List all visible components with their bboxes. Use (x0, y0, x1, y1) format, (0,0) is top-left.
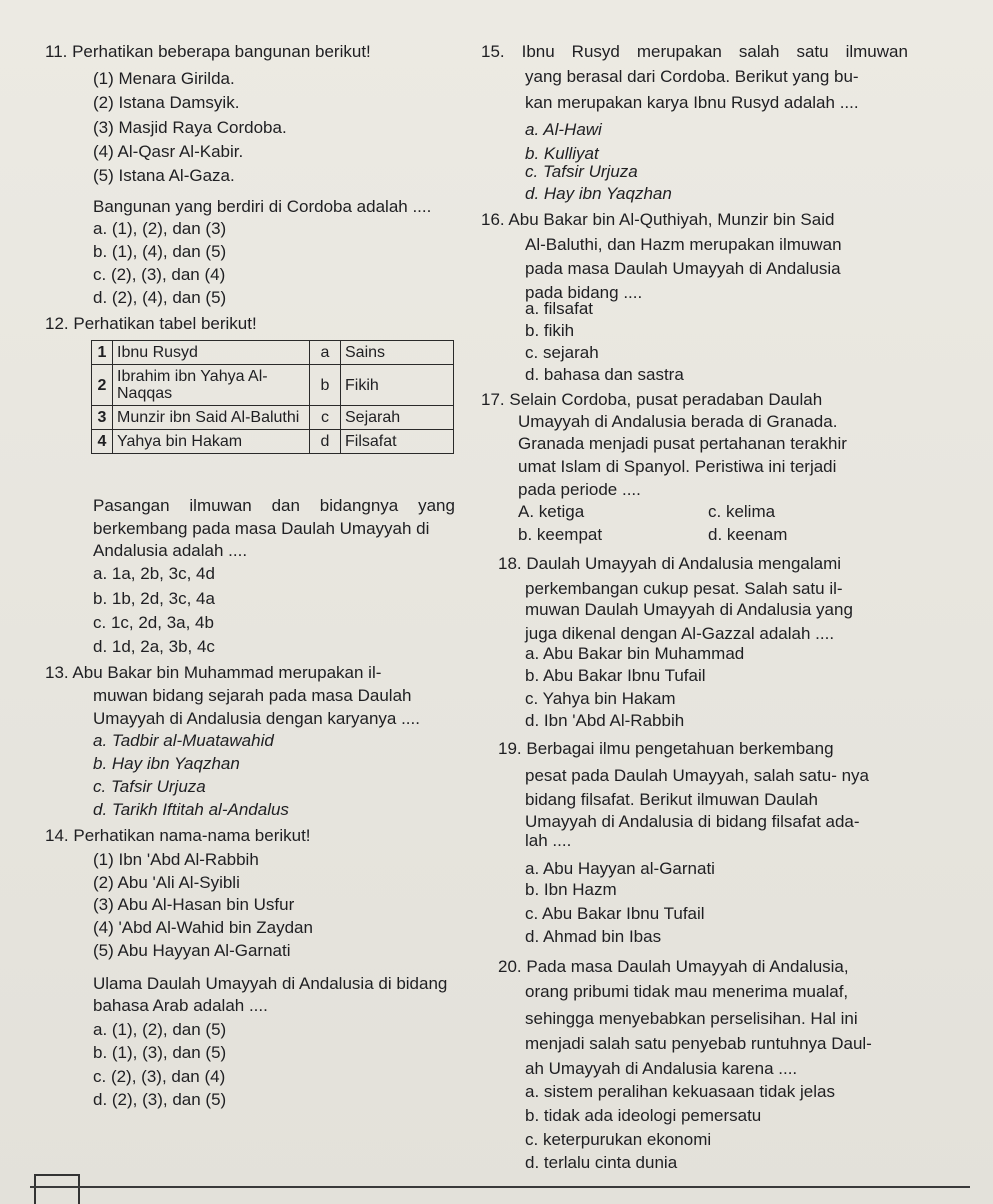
q17-question-line: pada periode .... (518, 480, 641, 499)
q13-option[interactable]: a. Tadbir al-Muatawahid (93, 731, 274, 750)
q19-option[interactable]: d. Ahmad bin Ibas (525, 927, 662, 946)
q14-item: (5) Abu Hayyan Al-Garnati (93, 941, 291, 960)
table-cell-field: Sains (341, 341, 454, 365)
q13-question-line: muwan bidang sejarah pada masa Daulah (93, 686, 412, 705)
q13-option[interactable]: b. Hay ibn Yaqzhan (93, 754, 240, 773)
table-cell-scholar: Ibrahim ibn Yahya Al-Naqqas (113, 365, 310, 406)
q13-question-line: 13. Abu Bakar bin Muhammad merupakan il- (45, 663, 382, 682)
table-cell-scholar: Munzir ibn Said Al-Baluthi (113, 406, 310, 430)
q20-question-line: sehingga menyebabkan perselisihan. Hal ini (525, 1009, 858, 1028)
q17-question-line: Granada menjadi pusat pertahanan terakhir (518, 434, 847, 453)
q11-item: (2) Istana Damsyik. (93, 93, 240, 112)
q11-item: (4) Al-Qasr Al-Kabir. (93, 142, 244, 161)
q11-stem: 11. Perhatikan beberapa bangunan berikut! (45, 42, 371, 61)
q16-option[interactable]: b. fikih (525, 321, 575, 340)
q18-question-line: 18. Daulah Umayyah di Andalusia mengalami (498, 554, 842, 573)
table-cell-field: Sejarah (341, 406, 454, 430)
q15-question-line: yang berasal dari Cordoba. Berikut yang bu- (525, 67, 859, 86)
q17-question-line: 17. Selain Cordoba, pusat peradaban Daulah (481, 390, 823, 409)
q13-question-line: Umayyah di Andalusia dengan karyanya .... (93, 709, 420, 728)
q20-option[interactable]: b. tidak ada ideologi pemersatu (525, 1106, 762, 1125)
q16-option[interactable]: d. bahasa dan sastra (525, 365, 684, 384)
q14-option[interactable]: b. (1), (3), dan (5) (93, 1043, 227, 1062)
table-cell-letter: b (310, 365, 341, 406)
q19-question-line: lah .... (525, 831, 572, 850)
q20-option[interactable]: a. sistem peralihan kekuasaan tidak jelas (525, 1082, 835, 1101)
q16-question-line: pada masa Daulah Umayyah di Andalusia (525, 259, 841, 278)
q12-stem: 12. Perhatikan tabel berikut! (45, 314, 257, 333)
q17-question-line: umat Islam di Spanyol. Peristiwa ini terjadi (518, 457, 837, 476)
q20-option[interactable]: d. terlalu cinta dunia (525, 1153, 678, 1172)
table-cell-field: Fikih (341, 365, 454, 406)
q18-question-line: perkembangan cukup pesat. Salah satu il- (525, 579, 843, 598)
q12-option[interactable]: d. 1d, 2a, 3b, 4c (93, 637, 215, 656)
q11-option[interactable]: c. (2), (3), dan (4) (93, 265, 226, 284)
q13-option[interactable]: c. Tafsir Urjuza (93, 777, 206, 796)
q14-stem: 14. Perhatikan nama-nama berikut! (45, 826, 311, 845)
q14-question-line: Ulama Daulah Umayyah di Andalusia di bidang (93, 974, 448, 993)
q19-option[interactable]: b. Ibn Hazm (525, 880, 617, 899)
q12-question-line: berkembang pada masa Daulah Umayyah di (93, 519, 430, 538)
table-cell-letter: a (310, 341, 341, 365)
q12-table (91, 340, 454, 454)
table-cell-number: 3 (92, 406, 113, 430)
table-cell-letter: c (310, 406, 341, 430)
q12-option[interactable]: b. 1b, 2d, 3c, 4a (93, 589, 215, 608)
q19-question-line: Umayyah di Andalusia di bidang filsafat ada- (525, 812, 860, 831)
q12-option[interactable]: a. 1a, 2b, 3c, 4d (93, 564, 215, 583)
q19-question-line: bidang filsafat. Berikut ilmuwan Daulah (525, 790, 818, 809)
q13-option[interactable]: d. Tarikh Iftitah al-Andalus (93, 800, 289, 819)
q11-option[interactable]: a. (1), (2), dan (3) (93, 219, 227, 238)
q20-question-line: ah Umayyah di Andalusia karena .... (525, 1059, 798, 1078)
q11-item: (3) Masjid Raya Cordoba. (93, 118, 287, 137)
q11-option[interactable]: d. (2), (4), dan (5) (93, 288, 227, 307)
q11-item: (5) Istana Al-Gaza. (93, 166, 235, 185)
q15-question-line: kan merupakan karya Ibnu Rusyd adalah .... (525, 93, 859, 112)
q17-option[interactable]: b. keempat (518, 525, 603, 544)
q11-item: (1) Menara Girilda. (93, 69, 235, 88)
q15-option[interactable]: c. Tafsir Urjuza (525, 162, 638, 181)
q20-question-line: 20. Pada masa Daulah Umayyah di Andalusia, (498, 957, 849, 976)
q14-item: (3) Abu Al-Hasan bin Usfur (93, 895, 295, 914)
q17-option[interactable]: d. keenam (708, 525, 788, 544)
q19-option[interactable]: c. Abu Bakar Ibnu Tufail (525, 904, 705, 923)
q18-option[interactable]: d. Ibn 'Abd Al-Rabbih (525, 711, 685, 730)
q18-question-line: muwan Daulah Umayyah di Andalusia yang (525, 600, 853, 619)
q15-option[interactable]: a. Al-Hawi (525, 120, 602, 139)
q19-option[interactable]: a. Abu Hayyan al-Garnati (525, 859, 715, 878)
table-cell-scholar: Yahya bin Hakam (113, 430, 310, 454)
q15-option[interactable]: d. Hay ibn Yaqzhan (525, 184, 672, 203)
q16-question-line: pada bidang .... (525, 283, 643, 302)
q17-option[interactable]: c. kelima (708, 502, 776, 521)
q14-option[interactable]: c. (2), (3), dan (4) (93, 1067, 226, 1086)
table-row (92, 341, 454, 365)
table-cell-field: Filsafat (341, 430, 454, 454)
table-cell-letter: d (310, 430, 341, 454)
q18-option[interactable]: a. Abu Bakar bin Muhammad (525, 644, 745, 663)
table-row (92, 406, 454, 430)
q16-question-line: Al-Baluthi, dan Hazm merupakan ilmuwan (525, 235, 842, 254)
table-cell-number: 4 (92, 430, 113, 454)
q17-option[interactable]: A. ketiga (518, 502, 585, 521)
table-cell-number: 1 (92, 341, 113, 365)
table-row (92, 430, 454, 454)
q12-question-line: Pasangan ilmuwan dan bidangnya yang (93, 496, 455, 515)
q18-option[interactable]: c. Yahya bin Hakam (525, 689, 676, 708)
q20-question-line: menjadi salah satu penyebab runtuhnya Daul- (525, 1034, 872, 1053)
q16-option[interactable]: a. filsafat (525, 299, 594, 318)
q18-question-line: juga dikenal dengan Al-Gazzal adalah .... (525, 624, 835, 643)
q14-item: (4) 'Abd Al-Wahid bin Zaydan (93, 918, 313, 937)
table-cell-scholar: Ibnu Rusyd (113, 341, 310, 365)
q12-option[interactable]: c. 1c, 2d, 3a, 4b (93, 613, 214, 632)
q14-item: (2) Abu 'Ali Al-Syibli (93, 873, 240, 892)
q14-question-line: bahasa Arab adalah .... (93, 996, 268, 1015)
q19-question-line: pesat pada Daulah Umayyah, salah satu- nya (525, 766, 869, 785)
q12-question-line: Andalusia adalah .... (93, 541, 248, 560)
q14-option[interactable]: d. (2), (3), dan (5) (93, 1090, 227, 1109)
q18-option[interactable]: b. Abu Bakar Ibnu Tufail (525, 666, 706, 685)
page-bottom-rule (30, 1186, 970, 1188)
q19-question-line: 19. Berbagai ilmu pengetahuan berkembang (498, 739, 834, 758)
q11-question: Bangunan yang berdiri di Cordoba adalah .... (93, 197, 432, 216)
q14-item: (1) Ibn 'Abd Al-Rabbih (93, 850, 259, 869)
q20-question-line: orang pribumi tidak mau menerima mualaf, (525, 982, 849, 1001)
q20-option[interactable]: c. keterpurukan ekonomi (525, 1130, 712, 1149)
q11-option[interactable]: b. (1), (4), dan (5) (93, 242, 227, 261)
q15-question-line: 15. Ibnu Rusyd merupakan salah satu ilmuwan (481, 42, 908, 61)
q15-option[interactable]: b. Kulliyat (525, 144, 599, 163)
corner-box (34, 1174, 80, 1204)
q16-question-line: 16. Abu Bakar bin Al-Quthiyah, Munzir bin Said (481, 210, 835, 229)
table-row (92, 365, 454, 406)
q14-option[interactable]: a. (1), (2), dan (5) (93, 1020, 227, 1039)
table-cell-number: 2 (92, 365, 113, 406)
q16-option[interactable]: c. sejarah (525, 343, 599, 362)
q17-question-line: Umayyah di Andalusia berada di Granada. (518, 412, 838, 431)
